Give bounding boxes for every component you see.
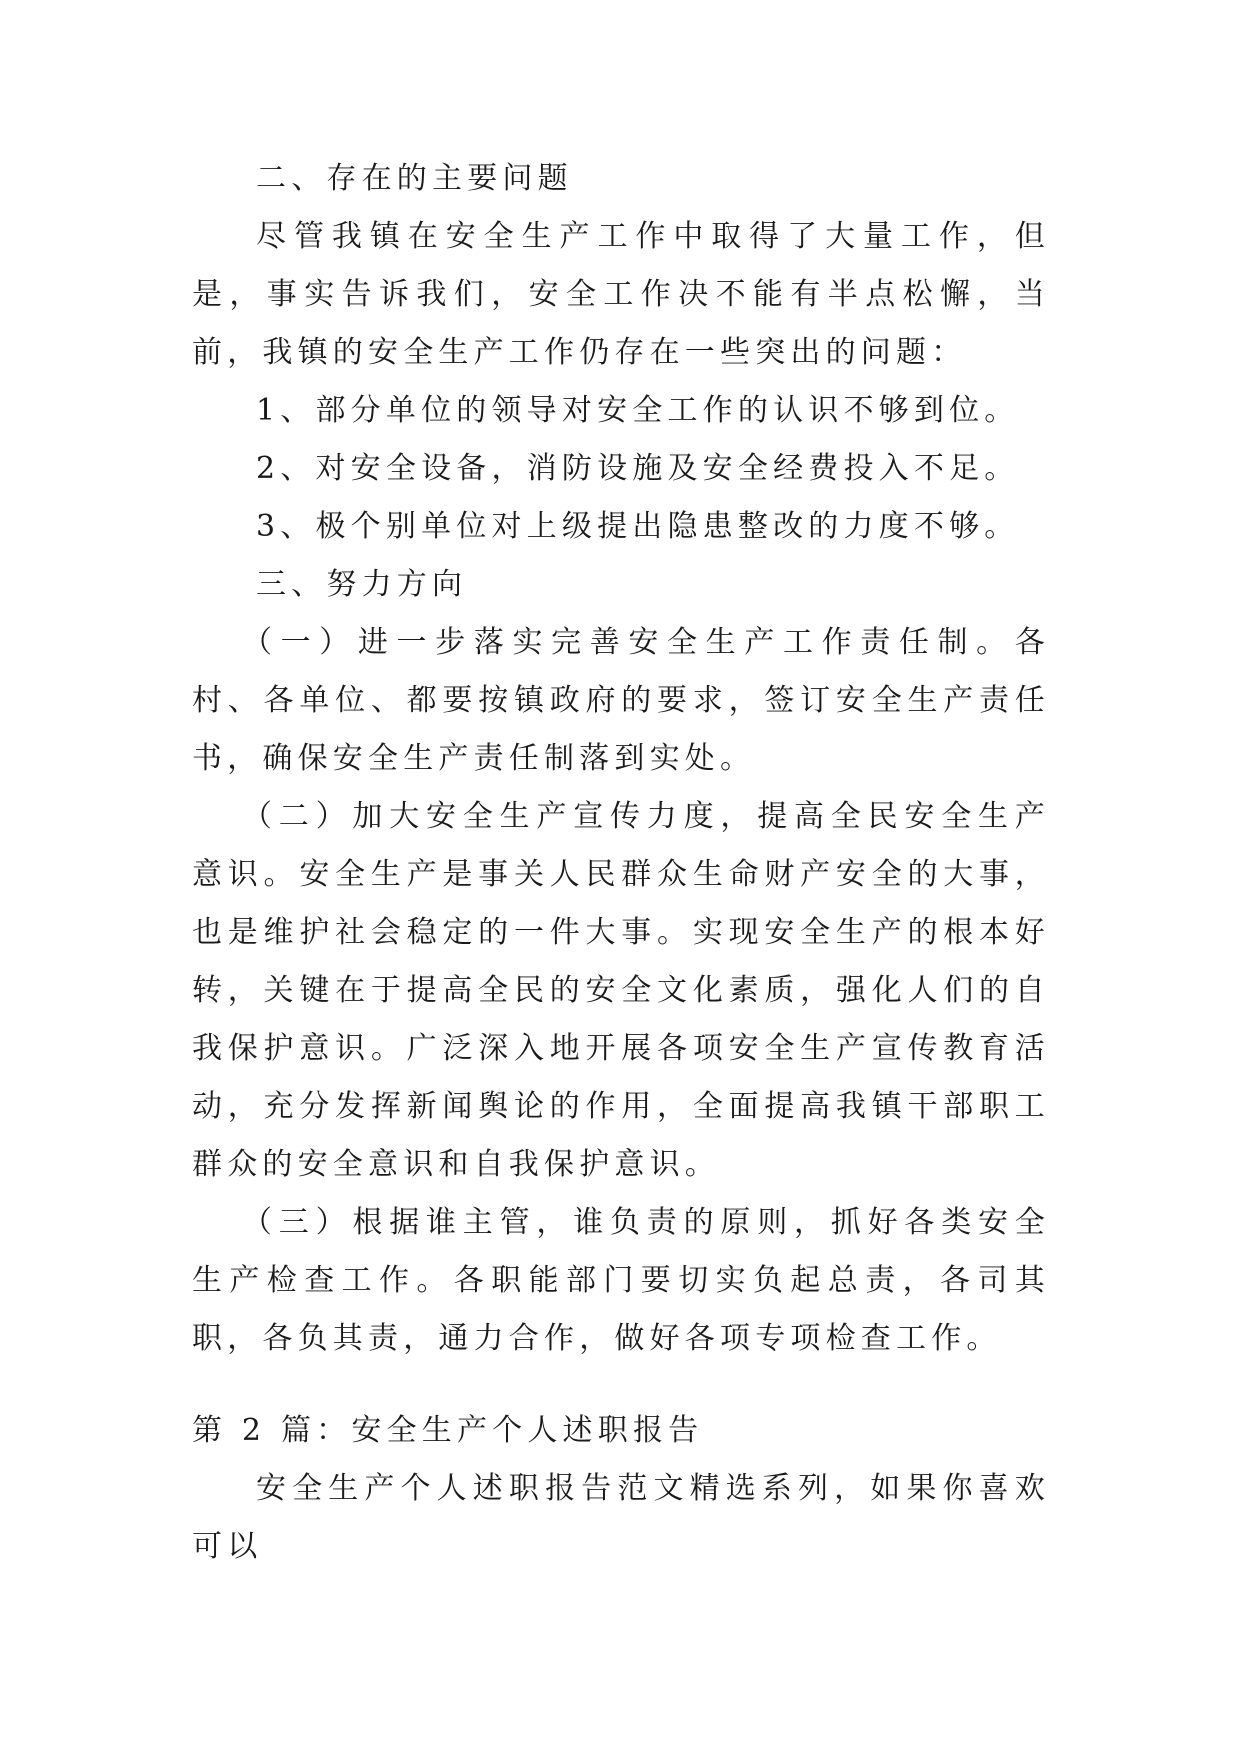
heading-direction: 三、努力方向 [256,567,468,602]
list-item-problem-3: 3、极个别单位对上级提出隐患整改的力度不够。 [256,509,1020,544]
document-page [192,150,1050,1576]
paragraph-direction-2: （二）加大安全生产宣传力度，提高全民安全生产意识。安全生产是事关人民群众生命财产安全的大事，也是维护社会稳定的一件大事。实现安全生产的根本好转，关键在于提高全民的安全文化素质，强化人们的自我保护意识。广泛深入地开展各项安全生产宣传教育活动，充分发挥新闻舆论的作用，全面提高我镇干部职工群众的安全意识和自我保护意识。 [192,799,1050,1182]
paragraph-direction-3: （三）根据谁主管，谁负责的原则，抓好各类安全生产检查工作。各职能部门要切实负起总责，各司其职，各负其责，通力合作，做好各项专项检查工作。 [192,1205,1050,1356]
heading-existing-problems: 二、存在的主要问题 [256,161,573,196]
section-heading: 第 2 篇：安全生产个人述职报告 [192,1413,704,1448]
list-item-problem-1: 1、部分单位的领导对安全工作的认识不够到位。 [256,393,1020,428]
paragraph-direction-1: （一）进一步落实完善安全生产工作责任制。各村、各单位、都要按镇政府的要求，签订安全生产责任书，确保安全生产责任制落到实处。 [192,625,1050,776]
list-item-problem-2: 2、对安全设备，消防设施及安全经费投入不足。 [256,451,1020,486]
paragraph-problems-intro: 尽管我镇在安全生产工作中取得了大量工作，但是，事实告诉我们，安全工作决不能有半点松懈，当前，我镇的安全生产工作仍存在一些突出的问题： [192,219,1050,370]
paragraph-intro: 安全生产个人述职报告范文精选系列，如果你喜欢可以 [192,1471,1050,1564]
